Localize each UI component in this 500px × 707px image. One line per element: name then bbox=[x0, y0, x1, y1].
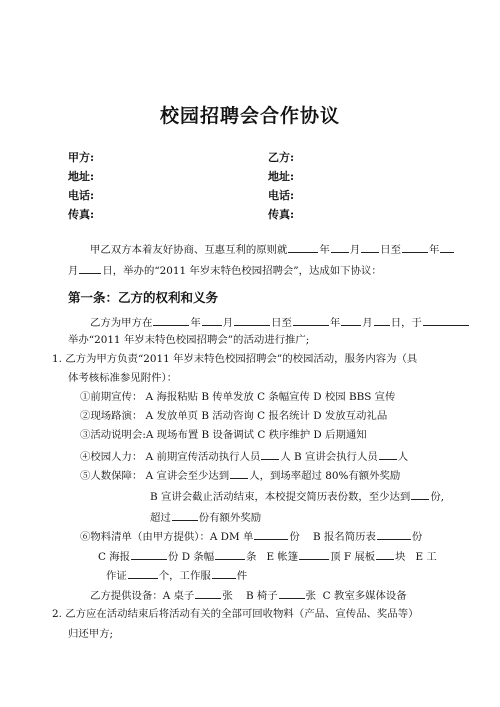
item-1-sub-6-line-1 bbox=[80, 529, 422, 544]
sub6-text-i: E 帐篷 bbox=[266, 551, 299, 563]
intro-year-1: 年 bbox=[319, 244, 330, 256]
blank-field bbox=[202, 315, 222, 326]
sub6-text-a: ⑥物料清单（由甲方提供）：A DM 单 bbox=[80, 531, 254, 543]
p1-month-1: 月 bbox=[222, 317, 234, 329]
blank-field bbox=[299, 549, 329, 560]
fax-a-label: 传真: bbox=[68, 208, 95, 221]
blank-field bbox=[423, 315, 469, 326]
sub5-text-d: 份, bbox=[430, 491, 445, 503]
sub6-text-n: 个，工作服 bbox=[158, 570, 211, 582]
section-1-p1-line-1 bbox=[90, 315, 470, 330]
sub6-text-e: C 海报 bbox=[98, 551, 131, 563]
blank-field bbox=[195, 588, 221, 599]
intro-line-2 bbox=[68, 263, 382, 278]
equipment-line bbox=[90, 588, 407, 603]
item-1-sub-2: ②现场路演： A 发放单页 B 活动咨询 C 报名统计 D 发放互动礼品 bbox=[80, 410, 388, 422]
intro-rest: 日，举办的“2011 年岁末特色校园招聘会”，达成如下协议： bbox=[102, 265, 382, 277]
item-1-sub-1: ①前期宣传： A 海报粘贴 B 传单发放 C 条幅宣传 D 校园 BBS 宣传 bbox=[80, 391, 396, 403]
blank-field bbox=[411, 489, 429, 500]
item-1-sub-5-line-3 bbox=[150, 510, 261, 525]
p1-day-to: 日至 bbox=[271, 317, 292, 329]
item-2-line-1: 2. 乙方应在活动结束后将活动有关的全部可回收物料（产品、宣传品、奖品等） bbox=[52, 608, 419, 620]
section-1-p1-line-2: 举办“2011 年岁末特色校园招聘会”的活动进行推广; bbox=[68, 334, 310, 346]
sub5-text-e: 超过 bbox=[150, 512, 171, 524]
fax-b-label: 传真: bbox=[268, 208, 295, 221]
sub6-text-m: 作证 bbox=[106, 570, 127, 582]
blank-field bbox=[379, 449, 397, 460]
sub6-text-l: E 工 bbox=[415, 551, 437, 563]
sub4-text-c: 人 bbox=[397, 451, 409, 463]
sub5-text-a: ⑤人数保障： A 宣讲会至少达到 bbox=[80, 470, 230, 482]
sub5-text-c: B 宣讲会截止活动结束，本校提交简历表份数，至少达到 bbox=[150, 491, 411, 503]
section-1-heading: 第一条：乙方的权利和义务 bbox=[68, 290, 219, 305]
blank-field bbox=[374, 315, 390, 326]
blank-field bbox=[234, 315, 270, 326]
blank-field bbox=[402, 242, 428, 253]
equip-text-d: 张 bbox=[305, 590, 317, 602]
blank-field bbox=[377, 529, 411, 540]
sub5-text-b: 人，到场率超过 80%有额外奖励 bbox=[249, 470, 401, 482]
sub6-text-f: 份 bbox=[168, 551, 179, 563]
address-a-label: 地址: bbox=[68, 170, 95, 183]
intro-month-2: 月 bbox=[68, 265, 79, 277]
sub6-text-j: 顶 F 展板 bbox=[330, 551, 376, 563]
item-1-sub-6-line-2 bbox=[98, 549, 437, 564]
item-1-line-2: 体考核标准参见附件）： bbox=[68, 372, 178, 384]
item-1-sub-3: ③活动说明会:A 现场布置 B 设备调试 C 秩序维护 D 后期通知 bbox=[80, 429, 367, 441]
blank-field bbox=[215, 549, 245, 560]
intro-month-1: 月 bbox=[349, 244, 361, 256]
p1-year-2: 年 bbox=[329, 317, 341, 329]
blank-field bbox=[376, 549, 394, 560]
p1-text: 乙方为甲方在 bbox=[90, 317, 153, 329]
phone-b-label: 电话: bbox=[268, 189, 295, 202]
item-1-sub-5-line-2 bbox=[150, 489, 444, 504]
blank-field bbox=[172, 510, 198, 521]
item-1-line-1: 1. 乙方为甲方负责“2011 年岁末特色校园招聘会”的校园活动，服务内容为（具 bbox=[52, 353, 418, 365]
intro-line-1 bbox=[90, 242, 455, 257]
sub6-text-b: 份 bbox=[289, 531, 300, 543]
item-1-sub-4 bbox=[80, 449, 408, 464]
intro-text: 甲乙双方本着友好协商、互惠互利的原则就 bbox=[90, 244, 288, 256]
sub6-text-o: 件 bbox=[236, 570, 248, 582]
p1-year-1: 年 bbox=[190, 317, 201, 329]
sub6-text-c: B 报名简历表 bbox=[312, 531, 376, 543]
blank-field bbox=[212, 568, 236, 579]
intro-year-2: 年 bbox=[428, 244, 440, 256]
equip-text-e: C 教室多媒体设备 bbox=[322, 590, 407, 602]
blank-field bbox=[153, 315, 189, 326]
sub4-text-a: ④校园人力： A 前期宣传活动执行人员 bbox=[80, 451, 261, 463]
blank-field bbox=[288, 242, 318, 253]
blank-field bbox=[341, 315, 361, 326]
sub5-text-f: 份有额外奖励 bbox=[198, 512, 262, 524]
blank-field bbox=[279, 588, 305, 599]
intro-day-to: 日至 bbox=[380, 244, 401, 256]
party-a-label: 甲方: bbox=[68, 151, 95, 164]
blank-field bbox=[128, 568, 158, 579]
item-2-line-2: 归还甲方; bbox=[68, 628, 114, 640]
equip-text-a: 乙方提供设备：A 桌子 bbox=[90, 590, 195, 602]
p1-month-2: 月 bbox=[362, 317, 373, 329]
blank-field bbox=[331, 242, 349, 253]
equip-text-c: B 椅子 bbox=[245, 590, 278, 602]
blank-field bbox=[361, 242, 379, 253]
sub6-text-d: 份 bbox=[411, 531, 423, 543]
sub6-text-g: D 条幅 bbox=[181, 551, 215, 563]
p1-day-at: 日，于 bbox=[390, 317, 422, 329]
blank-field bbox=[440, 242, 454, 253]
document-title: 校园招聘会合作协议 bbox=[159, 105, 340, 127]
blank-field bbox=[79, 263, 101, 274]
sub6-text-h: 条 bbox=[246, 551, 257, 563]
phone-a-label: 电话: bbox=[68, 189, 95, 202]
sub6-text-k: 块 bbox=[395, 551, 406, 563]
blank-field bbox=[254, 529, 288, 540]
item-1-sub-5-line-1 bbox=[80, 468, 400, 483]
blank-field bbox=[293, 315, 329, 326]
sub4-text-b: 人 B 宣讲会执行人员 bbox=[280, 451, 378, 463]
equip-text-b: 张 bbox=[222, 590, 233, 602]
blank-field bbox=[261, 449, 279, 460]
item-1-sub-6-line-3 bbox=[106, 568, 247, 583]
party-b-label: 乙方: bbox=[268, 151, 295, 164]
blank-field bbox=[230, 468, 248, 479]
blank-field bbox=[131, 549, 167, 560]
address-b-label: 地址: bbox=[268, 170, 295, 183]
